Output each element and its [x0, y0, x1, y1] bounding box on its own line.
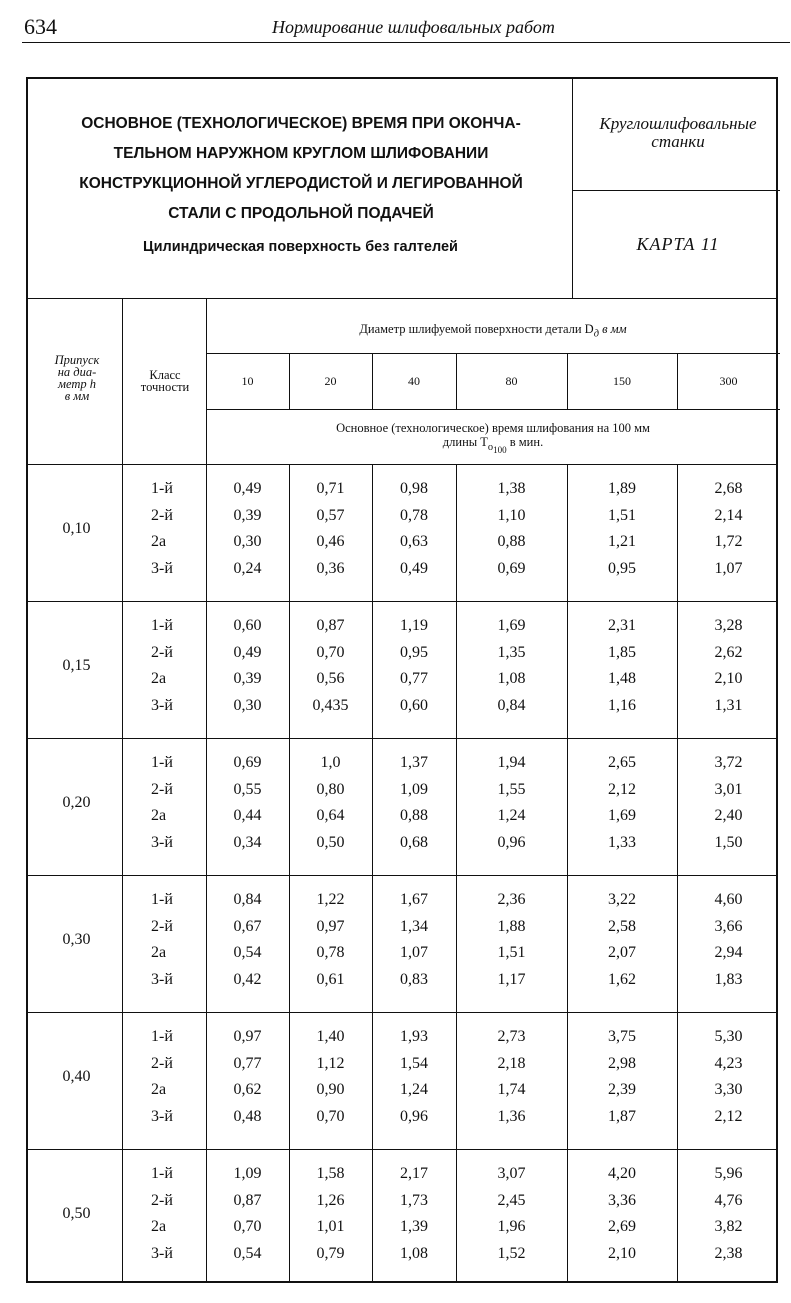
time-value: 0,55	[233, 780, 262, 798]
diameter-col-rule	[456, 353, 457, 409]
time-value: 0,84	[233, 891, 262, 908]
class-header-line: точности	[140, 380, 190, 394]
time-value: 1,38	[497, 480, 526, 497]
time-value: 0,77	[400, 670, 428, 687]
accuracy-class: 2-й	[151, 643, 173, 661]
time-value: 1,52	[497, 1244, 526, 1262]
time-value: 3,72	[714, 754, 743, 771]
accuracy-class: 3-й	[151, 696, 173, 714]
time-value: 0,69	[497, 559, 526, 577]
time-value: 1,73	[400, 1191, 428, 1209]
time-value: 0,30	[233, 533, 262, 550]
time-value: 5,30	[714, 1028, 743, 1045]
accuracy-class: 1-й	[151, 480, 173, 497]
time-value: 0,49	[233, 643, 262, 661]
time-value: 0,96	[400, 1107, 428, 1125]
time-value: 2,12	[608, 780, 636, 798]
time-value: 1,85	[608, 643, 636, 661]
time-value: 0,71	[316, 480, 345, 497]
time-value: 3,28	[714, 617, 743, 634]
time-value: 0,30	[233, 696, 262, 714]
time-value: 0,87	[316, 617, 345, 634]
time-value: 0,49	[233, 480, 262, 497]
time-value: 0,60	[233, 617, 262, 634]
time-value: 2,10	[714, 670, 743, 687]
diameter-value: 300	[719, 374, 738, 388]
diameter-value: 40	[408, 374, 420, 388]
time-value: 1,33	[608, 833, 636, 851]
time-value: 1,69	[497, 617, 526, 634]
allowance-value: 0,30	[62, 931, 91, 948]
time-value: 1,17	[497, 970, 526, 988]
allowance-header-line: метр h	[57, 377, 96, 391]
time-value: 2,38	[714, 1244, 743, 1262]
time-value: 3,01	[714, 780, 743, 798]
time-value: 1,83	[714, 970, 743, 988]
time-value: 1,87	[608, 1107, 636, 1125]
diameter-value: 80	[505, 374, 518, 388]
group-rule	[28, 601, 776, 602]
diameter-values-rule	[206, 409, 780, 410]
time-value: 0,60	[400, 696, 428, 714]
class-header-line: Класс	[149, 368, 181, 382]
time-value: 1,51	[497, 944, 526, 961]
diameter-header-sub: д	[593, 328, 599, 340]
time-value: 0,42	[233, 970, 262, 988]
accuracy-class: 2а	[151, 670, 167, 687]
accuracy-class: 2-й	[151, 1054, 173, 1072]
time-value: 1,93	[400, 1028, 428, 1045]
time-value: 1,16	[608, 696, 636, 714]
diameter-col-rule	[677, 353, 678, 409]
time-value: 1,07	[714, 559, 743, 577]
accuracy-class: 2-й	[151, 917, 173, 935]
value-col-rule	[456, 464, 457, 1283]
time-value: 2,12	[714, 1107, 743, 1125]
accuracy-class: 1-й	[151, 754, 173, 771]
allowance-header-line: на диа-	[57, 365, 97, 379]
time-value: 1,88	[497, 917, 526, 935]
allowance-header-line: в мм	[64, 389, 90, 403]
time-value: 2,94	[714, 944, 743, 961]
accuracy-class: 1-й	[151, 617, 173, 634]
time-value: 4,23	[714, 1054, 743, 1072]
card-title-line: ОСНОВНОЕ (ТЕХНОЛОГИЧЕСКОЕ) ВРЕМЯ ПРИ ОКОНЧА-	[81, 115, 521, 132]
time-value: 0,49	[400, 559, 428, 577]
diameter-header-rule	[206, 353, 780, 354]
time-header-line: Основное (технологическое) время шлифования на 100 мм	[336, 421, 650, 435]
allowance-value: 0,20	[62, 794, 91, 811]
time-value: 4,20	[608, 1165, 636, 1182]
time-value: 0,96	[497, 833, 526, 851]
time-value: 0,63	[400, 533, 428, 550]
time-value: 1,55	[497, 780, 526, 798]
time-value: 0,44	[233, 807, 262, 824]
time-value: 0,62	[233, 1081, 262, 1098]
time-value: 0,79	[316, 1244, 345, 1262]
time-value: 0,70	[316, 643, 345, 661]
time-value: 1,37	[400, 754, 428, 771]
time-value: 0,61	[316, 970, 345, 988]
time-value: 2,39	[608, 1081, 636, 1098]
norm-card	[26, 77, 778, 1283]
time-value: 0,36	[316, 559, 345, 577]
time-value: 5,96	[714, 1165, 743, 1182]
time-value: 1,51	[608, 506, 636, 524]
time-value: 3,75	[608, 1028, 636, 1045]
time-value: 1,35	[497, 643, 526, 661]
time-value: 0,64	[316, 807, 345, 824]
diameter-value: 20	[324, 374, 337, 388]
header-bottom-rule	[28, 464, 776, 465]
page-number: 634	[24, 14, 57, 39]
card-title-line: КОНСТРУКЦИОННОЙ УГЛЕРОДИСТОЙ И ЛЕГИРОВАННОЙ	[79, 175, 523, 192]
time-value: 1,96	[497, 1218, 526, 1235]
time-value: 2,58	[608, 917, 636, 935]
allowance-value: 0,50	[62, 1205, 91, 1222]
value-col-rule	[677, 464, 678, 1283]
time-value: 4,76	[714, 1191, 743, 1209]
accuracy-class: 2-й	[151, 506, 173, 524]
time-header	[208, 421, 778, 457]
time-value: 2,07	[608, 944, 636, 961]
time-value: 3,66	[714, 917, 743, 935]
time-value: 2,62	[714, 643, 743, 661]
time-value: 1,22	[316, 891, 345, 908]
time-value: 2,45	[497, 1191, 526, 1209]
card-title-line: ТЕЛЬНОМ НАРУЖНОМ КРУГЛОМ ШЛИФОВАНИИ	[113, 145, 489, 162]
time-value: 0,68	[400, 833, 428, 851]
time-value: 1,36	[497, 1107, 526, 1125]
time-value: 1,24	[400, 1081, 428, 1098]
time-value: 1,94	[497, 754, 526, 771]
diameter-header-text: Диаметр шлифуемой поверхности детали D	[359, 322, 594, 336]
time-value: 0,67	[233, 917, 262, 935]
allowance-value: 0,15	[62, 657, 91, 674]
title-bottom-rule	[28, 298, 776, 299]
time-value: 1,24	[497, 807, 526, 824]
time-value: 3,22	[608, 891, 636, 908]
accuracy-class: 2-й	[151, 1191, 173, 1209]
title-block	[28, 79, 573, 298]
time-value: 0,46	[316, 533, 345, 550]
time-value: 1,10	[497, 506, 526, 524]
diameter-value: 10	[241, 374, 254, 388]
time-value: 1,12	[316, 1054, 345, 1072]
time-value: 1,08	[497, 670, 526, 687]
value-col-rule	[372, 464, 373, 1283]
time-value: 0,435	[312, 696, 349, 714]
time-value: 0,56	[316, 670, 345, 687]
diameter-col-rule	[372, 353, 373, 409]
time-value: 1,19	[400, 617, 428, 634]
time-value: 0,57	[316, 506, 345, 524]
accuracy-class: 2а	[151, 533, 167, 550]
time-value: 0,88	[400, 807, 428, 824]
time-value: 1,26	[316, 1191, 345, 1209]
allowance-value: 0,10	[62, 520, 91, 537]
machine-type-line: станки	[651, 132, 705, 151]
time-value: 0,95	[608, 559, 636, 577]
group-rule	[28, 1149, 776, 1150]
time-value: 0,48	[233, 1107, 262, 1125]
machine-type-line: Круглошлифовальные	[599, 114, 757, 133]
time-value: 2,68	[714, 480, 743, 497]
col-rule-allowance	[122, 298, 123, 1283]
time-value: 1,54	[400, 1054, 428, 1072]
time-value: 1,34	[400, 917, 428, 935]
time-value: 0,80	[316, 780, 345, 798]
card-title	[36, 109, 566, 229]
time-value: 2,36	[497, 891, 526, 908]
time-value: 0,78	[400, 506, 428, 524]
time-value: 0,34	[233, 833, 262, 851]
time-value: 0,97	[316, 917, 345, 935]
diameter-col-rule	[289, 353, 290, 409]
card-subtitle: Цилиндрическая поверхность без галтелей	[143, 239, 458, 255]
time-value: 1,72	[714, 533, 743, 550]
time-value: 1,40	[316, 1028, 345, 1045]
group-rule	[28, 875, 776, 876]
time-value: 1,62	[608, 970, 636, 988]
time-value: 3,82	[714, 1218, 743, 1235]
group-rule	[28, 1012, 776, 1013]
machine-type	[576, 115, 780, 151]
allowance-value: 0,40	[62, 1068, 91, 1085]
time-value: 2,31	[608, 617, 636, 634]
accuracy-class: 2а	[151, 944, 167, 961]
time-header-unit: в мин.	[506, 435, 544, 449]
time-value: 0,83	[400, 970, 428, 988]
time-value: 1,58	[316, 1165, 345, 1182]
time-value: 0,69	[233, 754, 262, 771]
time-value: 0,54	[233, 1244, 262, 1262]
accuracy-class: 3-й	[151, 970, 173, 988]
time-value: 0,84	[497, 696, 526, 714]
time-value: 2,40	[714, 807, 743, 824]
accuracy-class: 3-й	[151, 559, 173, 577]
time-value: 0,54	[233, 944, 262, 961]
time-value: 1,09	[233, 1165, 262, 1182]
time-value: 0,97	[233, 1028, 262, 1045]
time-value: 0,24	[233, 559, 262, 577]
time-value: 1,67	[400, 891, 428, 908]
time-value: 3,30	[714, 1081, 743, 1098]
time-value: 1,39	[400, 1218, 428, 1235]
allowance-header	[30, 354, 124, 402]
time-value: 0,39	[233, 506, 262, 524]
time-value: 0,90	[316, 1081, 345, 1098]
value-col-rule	[567, 464, 568, 1283]
time-value: 1,08	[400, 1244, 428, 1262]
time-value: 0,98	[400, 480, 428, 497]
time-value: 1,09	[400, 780, 428, 798]
card-title-line: СТАЛИ С ПРОДОЛЬНОЙ ПОДАЧЕЙ	[168, 205, 434, 222]
time-value: 2,98	[608, 1054, 636, 1072]
time-value: 3,36	[608, 1191, 636, 1209]
time-value: 0,70	[316, 1107, 345, 1125]
accuracy-class: 2а	[151, 1218, 167, 1235]
time-value: 1,48	[608, 670, 636, 687]
time-value: 1,89	[608, 480, 636, 497]
title-divider	[572, 79, 573, 298]
diameter-header-unit: в мм	[598, 322, 627, 336]
running-title: Нормирование шлифовальных работ	[272, 17, 555, 37]
time-value: 3,07	[497, 1165, 526, 1182]
accuracy-class: 1-й	[151, 891, 173, 908]
value-col-rule	[289, 464, 290, 1283]
time-value: 1,69	[608, 807, 636, 824]
allowance-header-line: Припуск	[54, 353, 100, 367]
accuracy-class: 3-й	[151, 833, 173, 851]
time-value: 4,60	[714, 891, 743, 908]
time-value: 0,87	[233, 1191, 262, 1209]
accuracy-class: 1-й	[151, 1165, 173, 1182]
time-value: 1,31	[714, 696, 743, 714]
time-value: 0,95	[400, 643, 428, 661]
time-value: 2,17	[400, 1165, 428, 1182]
time-value: 0,88	[497, 533, 526, 550]
time-value: 1,07	[400, 944, 428, 961]
time-value: 1,74	[497, 1081, 526, 1098]
time-value: 1,50	[714, 833, 743, 851]
time-value: 0,50	[316, 833, 345, 851]
time-header-sub: o	[487, 441, 494, 453]
diameter-col-rule	[567, 353, 568, 409]
diameter-header	[208, 323, 778, 341]
time-value: 1,21	[608, 533, 636, 550]
time-value: 0,77	[233, 1054, 262, 1072]
time-value: 2,14	[714, 506, 743, 524]
diameter-value: 150	[613, 374, 631, 388]
running-head	[22, 14, 790, 42]
accuracy-class: 2а	[151, 1081, 167, 1098]
time-value: 0,78	[316, 944, 345, 961]
accuracy-class: 1-й	[151, 1028, 173, 1045]
time-value: 2,73	[497, 1028, 526, 1045]
time-value: 2,18	[497, 1054, 526, 1072]
time-value: 2,69	[608, 1218, 636, 1235]
time-value: 1,0	[320, 754, 341, 771]
header-rule	[22, 42, 790, 43]
card-number: КАРТА 11	[636, 234, 720, 254]
accuracy-class: 2-й	[151, 780, 173, 798]
accuracy-class: 3-й	[151, 1244, 173, 1262]
class-header	[125, 369, 205, 393]
group-rule	[28, 738, 776, 739]
accuracy-class: 3-й	[151, 1107, 173, 1125]
time-value: 0,70	[233, 1218, 262, 1235]
time-header-text: длины T	[442, 435, 488, 449]
time-header-subsub: 100	[493, 444, 507, 455]
time-value: 2,10	[608, 1244, 636, 1262]
time-header-line	[208, 435, 778, 457]
accuracy-class: 2а	[151, 807, 167, 824]
time-value: 0,39	[233, 670, 262, 687]
title-side-divider	[572, 190, 780, 191]
time-value: 2,65	[608, 754, 636, 771]
time-value: 1,01	[316, 1218, 345, 1235]
